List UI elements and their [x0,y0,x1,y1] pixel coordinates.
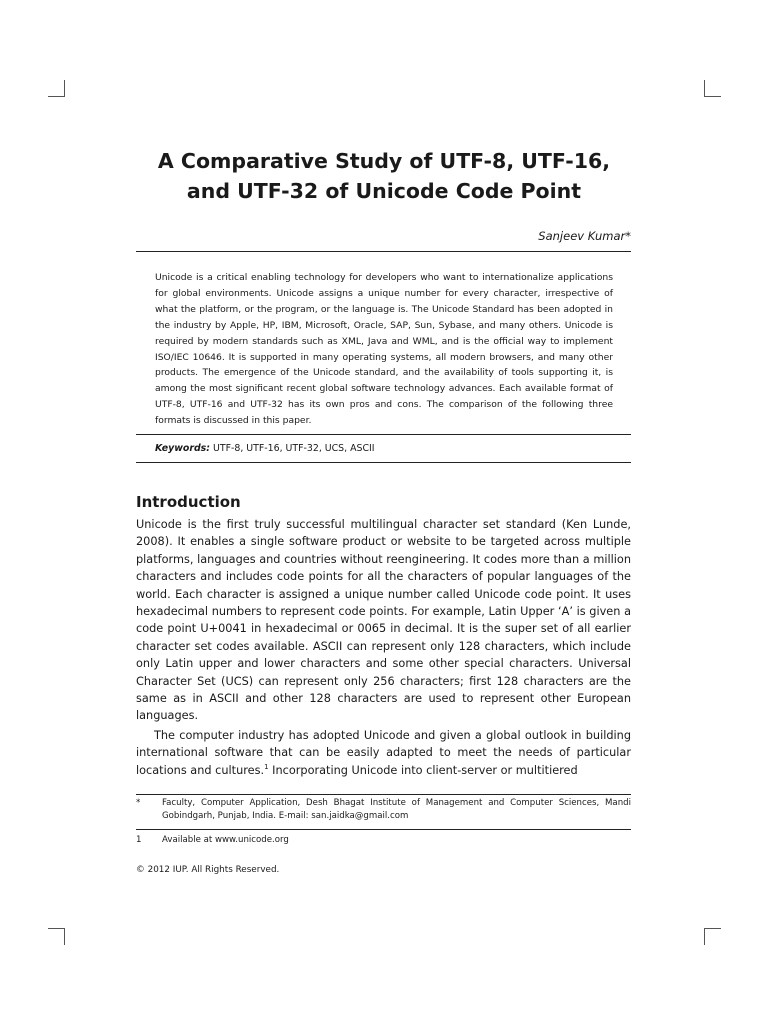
intro-paragraph-2-text-b: Incorporating Unicode into client-server or multitiered [268,763,578,777]
title-line-2: and UTF-32 of Unicode Code Point [186,179,582,203]
footnote-top-rule [136,794,631,795]
intro-paragraph-1: Unicode is the first truly successful multilingual character set standard (Ken Lunde, 2008). It enables a single software product or website to be targeted across multiple platforms, languages and countries without reengineering. It codes more than a million characters and includes code points for all the characters of popular languages of the world. Each character is assigned a unique number called Unicode code point. It uses hexadecimal numbers to represent code points. For example, Latin Upper ‘A’ is given a code point U+0041 in hexadecimal or 0065 in decimal. It is the super set of all earlier character set codes available. ASCII can represent only 128 characters, which include only Latin upper and lower characters and some other special characters. Universal Character Set (UCS) can represent only 256 characters; first 128 characters are the same as in ASCII and other 128 characters are used to represent other European languages. [136,518,631,723]
footnote-affiliation [136,797,631,823]
crop-mark-top-right [704,80,721,97]
copyright-notice: © 2012 IUP. All Rights Reserved. [136,865,280,875]
title-line-1: A Comparative Study of UTF-8, UTF-16, [157,149,611,173]
footnote-divider-rule [136,829,631,830]
section-heading-introduction: Introduction [136,493,241,511]
footnote-marker-1: 1 [136,835,142,845]
footnote-affiliation-text: Faculty, Computer Application, Desh Bhagat Institute of Management and Computer Sciences, Mandi Gobindgarh, Punjab, India. E-mail: san.jaidka@gmail.com [162,798,631,821]
intro-paragraph-2 [136,727,631,779]
crop-mark-bottom-left [48,928,65,945]
paper-title [136,146,632,206]
footnote-marker-asterisk: * [136,798,141,808]
footnote-reference: 1 [264,763,269,772]
crop-mark-top-left [48,80,65,97]
keywords-list: UTF-8, UTF-16, UTF-32, UCS, ASCII [212,443,375,454]
author-name: Sanjeev Kumar* [538,229,631,243]
keywords-line [155,441,375,456]
keywords-bottom-rule [136,462,631,463]
abstract-bottom-rule [136,434,631,435]
footnote-unicode [136,834,631,847]
keywords-label: Keywords: [155,443,210,454]
crop-mark-bottom-right [704,928,721,945]
intro-paragraph-2-text-a: The computer industry has adopted Unicode and given a global outlook in building international software that can be easily adapted to meet the needs of particular locations and cultures. [136,729,631,777]
footnote-unicode-text: Available at www.unicode.org [162,835,289,845]
abstract-text: Unicode is a critical enabling technology for developers who want to internationalize applications for global environments. Unicode assigns a unique number for every character, irrespective of what the platform, or the program, or the language is. The Unicode Standard has been adopted in the industry by Apple, HP, IBM, Microsoft, Oracle, SAP, Sun, Sybase, and many others. Unicode is required by modern standards such as XML, Java and WML, and is the official way to implement ISO/IEC 10646. It is supported in many operating systems, all modern browsers, and many other products. The emergence of the Unicode standard, and the availability of tools supporting it, is among the most significant recent global software technology advances. Each available format of UTF-8, UTF-16 and UTF-32 has its own pros and cons. The comparison of the following three formats is discussed in this paper. [155,272,613,427]
abstract-top-rule [136,251,631,252]
